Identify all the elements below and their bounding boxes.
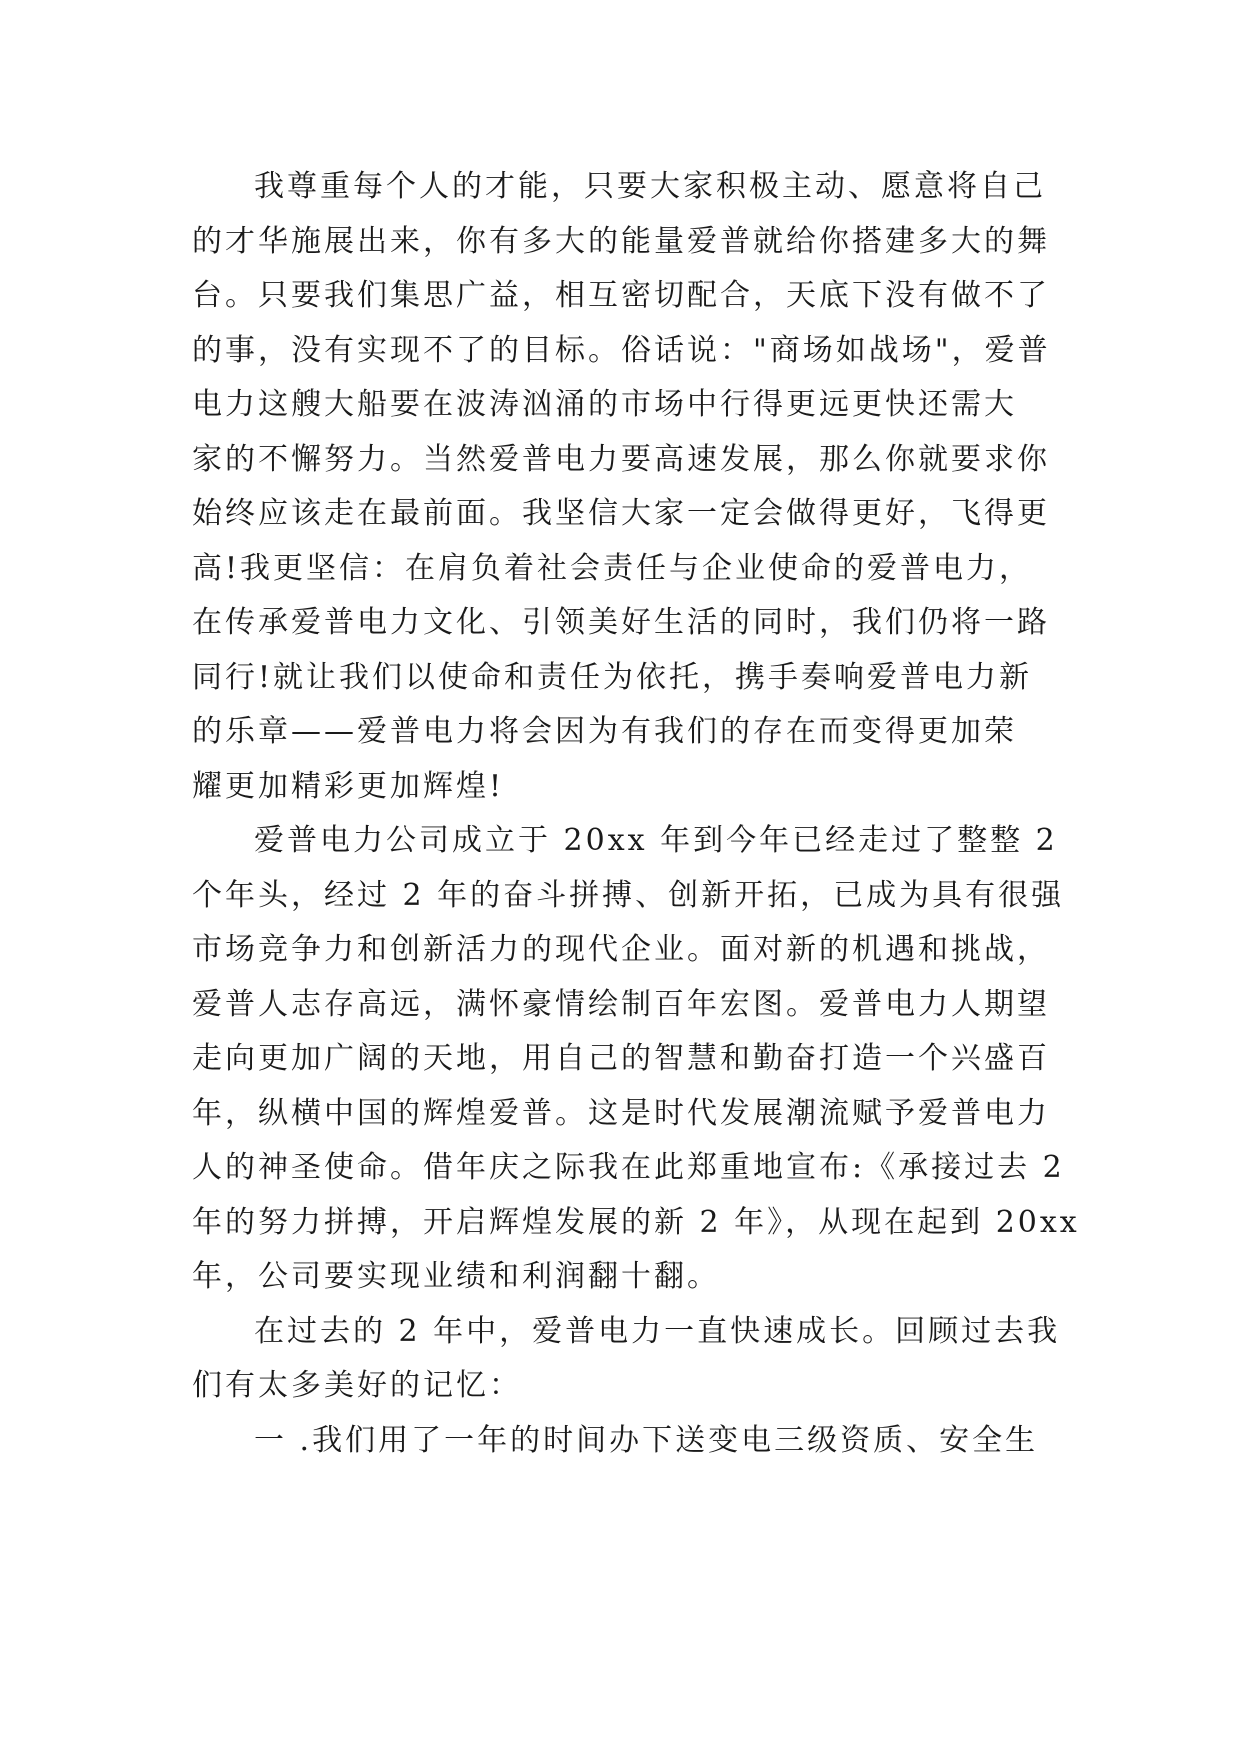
- text-line: 的乐章——爱普电力将会因为有我们的存在而变得更加荣: [192, 714, 1017, 749]
- text-line: 年，纵横中国的辉煌爱普。这是时代发展潮流赋予爱普电力: [192, 1095, 1050, 1131]
- text-line: 走向更加广阔的天地，用自己的智慧和勤奋打造一个兴盛百: [192, 1041, 1050, 1076]
- text-line: 耀更加精彩更加辉煌!: [192, 768, 505, 804]
- paragraph-4: [192, 1414, 1062, 1469]
- paragraph-1: [192, 160, 1062, 814]
- text-line: 的事，没有实现不了的目标。俗话说："商场如战场"，爱普: [192, 332, 1051, 368]
- document-body: [192, 160, 1080, 1468]
- text-line: 年的努力拼搏，开启辉煌发展的新 2 年》，从现在起到 20xx: [192, 1204, 1080, 1240]
- text-line: 在过去的 2 年中，爱普电力一直快速成长。回顾过去我: [254, 1313, 1061, 1349]
- text-line: 家的不懈努力。当然爱普电力要高速发展，那么你就要求你: [192, 441, 1050, 477]
- text-line: 爱普电力公司成立于 20xx 年到今年已经走过了整整 2: [254, 823, 1058, 858]
- text-line: 一 .我们用了一年的时间办下送变电三级资质、安全生: [254, 1422, 1039, 1458]
- text-line: 的才华施展出来，你有多大的能量爱普就给你搭建多大的舞: [192, 223, 1050, 259]
- paragraph-2: [192, 814, 1080, 1305]
- text-line: 电力这艘大船要在波涛汹涌的市场中行得更远更快还需大: [192, 387, 1017, 422]
- text-line: 在传承爱普电力文化、引领美好生活的同时，我们仍将一路: [192, 605, 1050, 640]
- text-line: 年，公司要实现业绩和利润翻十翻。: [192, 1259, 720, 1294]
- text-line: 爱普人志存高远，满怀豪情绘制百年宏图。爱普电力人期望: [192, 986, 1050, 1022]
- text-line: 个年头，经过 2 年的奋斗拼搏、创新开拓，已成为具有很强: [192, 877, 1065, 913]
- paragraph-3: [192, 1305, 1062, 1414]
- text-line: 们有太多美好的记忆：: [192, 1368, 522, 1403]
- text-line: 高!我更坚信：在肩负着社会责任与企业使命的爱普电力，: [192, 550, 1033, 586]
- text-line: 始终应该走在最前面。我坚信大家一定会做得更好，飞得更: [192, 496, 1050, 531]
- text-line: 台。只要我们集思广益，相互密切配合，天底下没有做不了: [192, 278, 1050, 313]
- text-line: 同行!就让我们以使命和责任为依托，携手奏响爱普电力新: [192, 659, 1033, 695]
- text-line: 市场竞争力和创新活力的现代企业。面对新的机遇和挑战，: [192, 932, 1050, 967]
- text-line: 人的神圣使命。借年庆之际我在此郑重地宣布:《承接过去 2: [192, 1150, 1065, 1185]
- text-line: 我尊重每个人的才能，只要大家积极主动、愿意将自己: [254, 169, 1046, 204]
